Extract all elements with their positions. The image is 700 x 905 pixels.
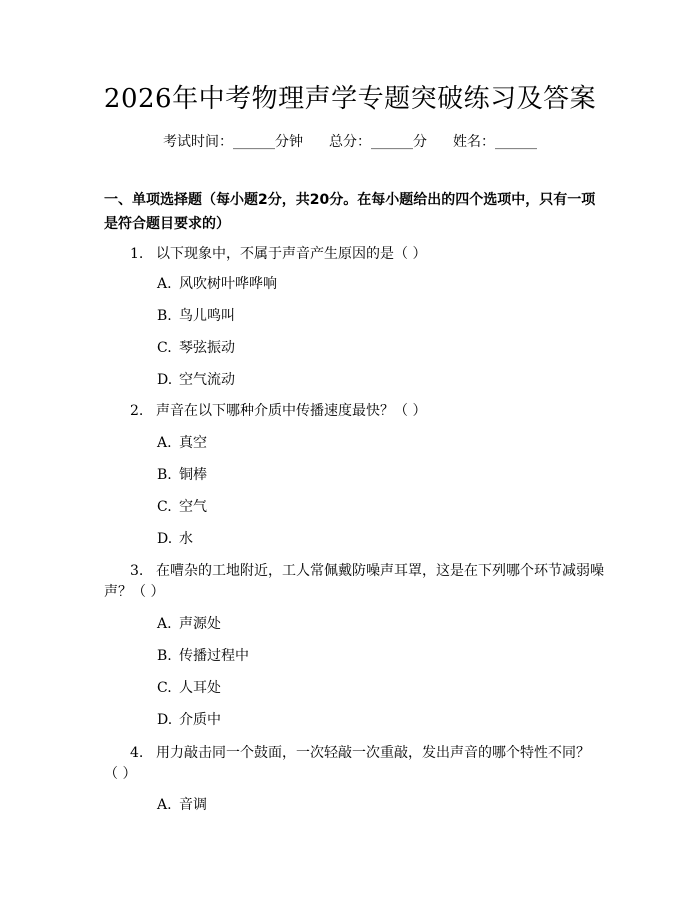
- option-label: D.: [157, 712, 173, 728]
- question-text: 用力敲击同一个鼓面，一次轻敲一次重敲，发出声音的哪个特性不同？: [156, 745, 590, 761]
- option-1d: [157, 369, 235, 391]
- question-2: [104, 399, 604, 423]
- option-2b: [157, 464, 207, 486]
- question-number: 3.: [130, 563, 144, 579]
- option-text: 介质中: [179, 712, 221, 728]
- option-2c: [157, 496, 207, 518]
- option-text: 风吹树叶哗哗响: [179, 276, 277, 292]
- option-text: 真空: [179, 435, 207, 451]
- question-text: 以下现象中，不属于声音产生原因的是（ ）: [156, 246, 427, 262]
- question-number: 2.: [130, 403, 144, 419]
- option-label: A.: [157, 435, 172, 451]
- option-text: 鸟儿鸣叫: [179, 308, 235, 324]
- student-name-field: 姓名：______: [453, 134, 537, 150]
- page-title: 2026年中考物理声学专题突破练习及答案: [103, 84, 597, 114]
- question-4-continuation: （ ）: [104, 766, 137, 782]
- option-label: C.: [157, 680, 172, 696]
- option-label: D.: [157, 372, 173, 388]
- question-text: 声音在以下哪种介质中传播速度最快？（ ）: [156, 403, 427, 419]
- option-text: 声源处: [179, 616, 221, 632]
- option-2a: [157, 432, 207, 454]
- option-3a: [157, 613, 221, 635]
- option-2d: [157, 528, 193, 550]
- option-label: B.: [157, 467, 172, 483]
- option-label: A.: [157, 616, 172, 632]
- question-number: 4.: [130, 745, 144, 761]
- option-text: 音调: [179, 797, 207, 813]
- option-label: B.: [157, 308, 172, 324]
- option-3d: [157, 709, 221, 731]
- question-1: [104, 242, 604, 266]
- option-text: 空气: [179, 499, 207, 515]
- section-heading: 一、单项选择题（每小题2分，共20分。在每小题给出的四个选项中，只有一项是符合题目要求的）: [104, 192, 596, 232]
- option-1b: [157, 305, 235, 327]
- exam-time-field: 考试时间：______分钟: [163, 134, 303, 150]
- option-1c: [157, 337, 235, 359]
- option-label: A.: [157, 797, 172, 813]
- option-label: B.: [157, 648, 172, 664]
- option-label: A.: [157, 276, 172, 292]
- option-label: D.: [157, 531, 173, 547]
- question-number: 1.: [130, 246, 144, 262]
- total-score-field: 总分：______分: [329, 134, 427, 150]
- option-text: 空气流动: [179, 372, 235, 388]
- question-3-continuation: 声？（ ）: [104, 584, 165, 600]
- option-label: C.: [157, 340, 172, 356]
- option-text: 传播过程中: [179, 648, 249, 664]
- option-3c: [157, 677, 221, 699]
- option-label: C.: [157, 499, 172, 515]
- option-text: 水: [179, 531, 193, 547]
- option-1a: [157, 273, 277, 295]
- option-text: 人耳处: [179, 680, 221, 696]
- option-text: 琴弦振动: [179, 340, 235, 356]
- question-text: 在嘈杂的工地附近，工人常佩戴防噪声耳罩，这是在下列哪个环节减弱噪: [156, 563, 604, 579]
- exam-info-line: [0, 132, 700, 152]
- option-4a: [157, 794, 207, 816]
- option-3b: [157, 645, 249, 667]
- option-text: 铜棒: [179, 467, 207, 483]
